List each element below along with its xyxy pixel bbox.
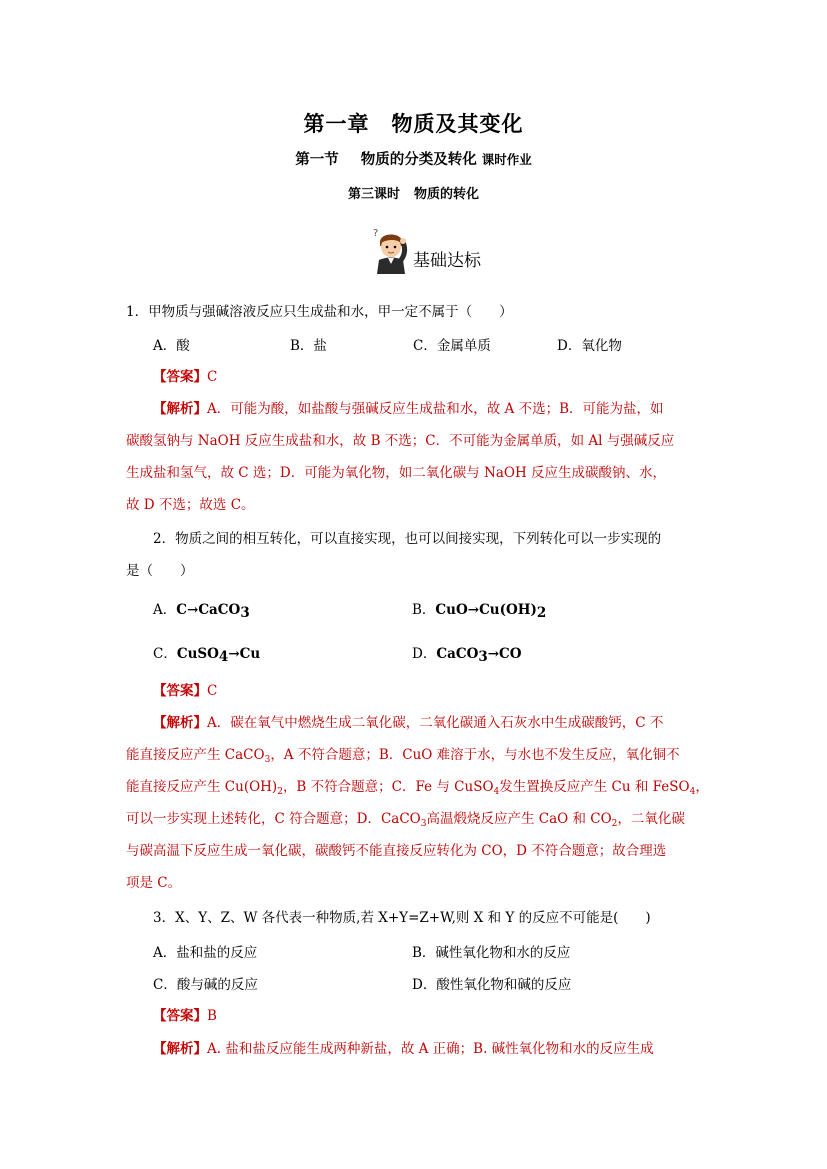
q2-stem-line: 是（ ） [126,563,194,579]
q1-analysis-line: 【解析】A．可能为酸，如盐酸与强碱反应生成盐和水，故 A 不选；B．可能为盐，如 [153,401,664,417]
q2-analysis-line: 与碳高温下反应生成一氧化碳，碳酸钙不能直接反应转化为 CO，D 不符合题意；故合理选 [126,843,667,859]
q3-option-c: C．酸与碱的反应 [153,977,258,993]
q2-option-b: B．$CuO\to Cu(OH)_2$ [412,602,547,621]
q1-option-b: B．盐 [290,338,327,354]
arrow-icon: → [187,602,199,618]
answer-tag: 【答案】 [153,369,207,385]
analysis-tag: 【解析】 [153,715,207,731]
basic-badge [371,226,481,274]
lesson-title: 物质的转化 [414,187,480,202]
svg-text:?: ? [373,228,379,239]
analysis-tag: 【解析】 [153,401,207,417]
answer-value: B [207,1008,217,1024]
section-heading [0,148,827,169]
q2-option-a: A．C→CaCO$_3$ [153,602,250,621]
q2-answer [153,681,733,701]
arrow-icon: → [228,646,240,662]
chapter-title: 第一章 物质及其变化 [303,111,524,136]
q2-analysis-line: 能直接反应产生 $Cu(OH)_2$，B 不符合题意；C．Fe 与 CuSO$_4$发生置换反应产生 Cu 和 FeSO$_4$， [126,779,709,797]
answer-tag: 【答案】 [153,1008,207,1024]
q3-option-b: B．碱性氧化物和水的反应 [412,945,571,961]
q1-analysis-line: 故 D 不选；故选 C。 [126,497,255,513]
answer-tag: 【答案】 [153,683,207,699]
badge-label: 基础达标 [413,251,481,271]
analysis-tag: 【解析】 [153,1041,207,1057]
section-label: 第一节 [295,151,339,168]
section-tag: 课时作业 [481,152,532,167]
arrow-icon: → [467,602,480,618]
q3-analysis-line: 【解析】A. 盐和盐反应能生成两种新盐，故 A 正确；B. 碱性氧化物和水的反应生成 [153,1041,654,1057]
q1-option-d: D．氧化物 [557,338,622,354]
q2-analysis-line: 【解析】A．碳在氧气中燃烧生成二氧化碳，二氧化碳通入石灰水中生成碳酸钙，C 不 [153,715,664,731]
lesson-label: 第三课时 [347,187,400,202]
q1-stem: 1．甲物质与强碱溶液反应只生成盐和水，甲一定不属于（ ） [126,304,513,320]
q2-analysis-line: 项是 C。 [126,875,182,891]
q1-analysis-line: 碳酸氢钠与 NaOH 反应生成盐和水，故 B 不选；C．不可能为金属单质，如 Al 与强碱反应 [126,433,675,449]
q2-option-c: C．CuSO$_4$→Cu [153,646,261,665]
q1-answer [153,367,733,387]
answer-value: C [207,369,218,385]
q3-option-d: D．酸性氧化物和碱的反应 [412,977,572,993]
q2-stem-line: 2．物质之间的相互转化，可以直接实现，也可以间接实现，下列转化可以一步实现的 [153,531,662,547]
q3-option-a: A．盐和盐的反应 [153,945,258,961]
q3-stem: 3．X、Y、Z、W 各代表一种物质,若 X+Y=Z+W,则 X 和 Y 的反应不可能是( ) [153,910,651,926]
q1-option-c: C．金属单质 [413,338,491,354]
section-title: 物质的分类及转化 [360,151,477,168]
q3-answer [153,1006,733,1026]
q2-analysis-line: 能直接反应产生 CaCO$_3$，A 不符合题意；B．CuO 难溶于水，与水也不发生反应，氧化铜不 [126,747,680,765]
answer-value: C [207,683,218,699]
q2-option-d: D．CaCO$_3$→CO [412,646,522,665]
lesson-heading [0,183,827,202]
student-thinking-icon [371,226,411,274]
arrow-icon: → [487,646,500,662]
q2-analysis-line: 可以一步实现上述转化，C 符合题意；D．CaCO$_3$高温煅烧反应产生 CaO 和 $CO_2$，二氧化碳 [126,811,685,829]
q1-analysis-line: 生成盐和氢气，故 C 选；D．可能为氧化物，如二氧化碳与 NaOH 反应生成碳酸钠、水， [126,465,667,481]
q1-option-a: A．酸 [153,338,190,354]
